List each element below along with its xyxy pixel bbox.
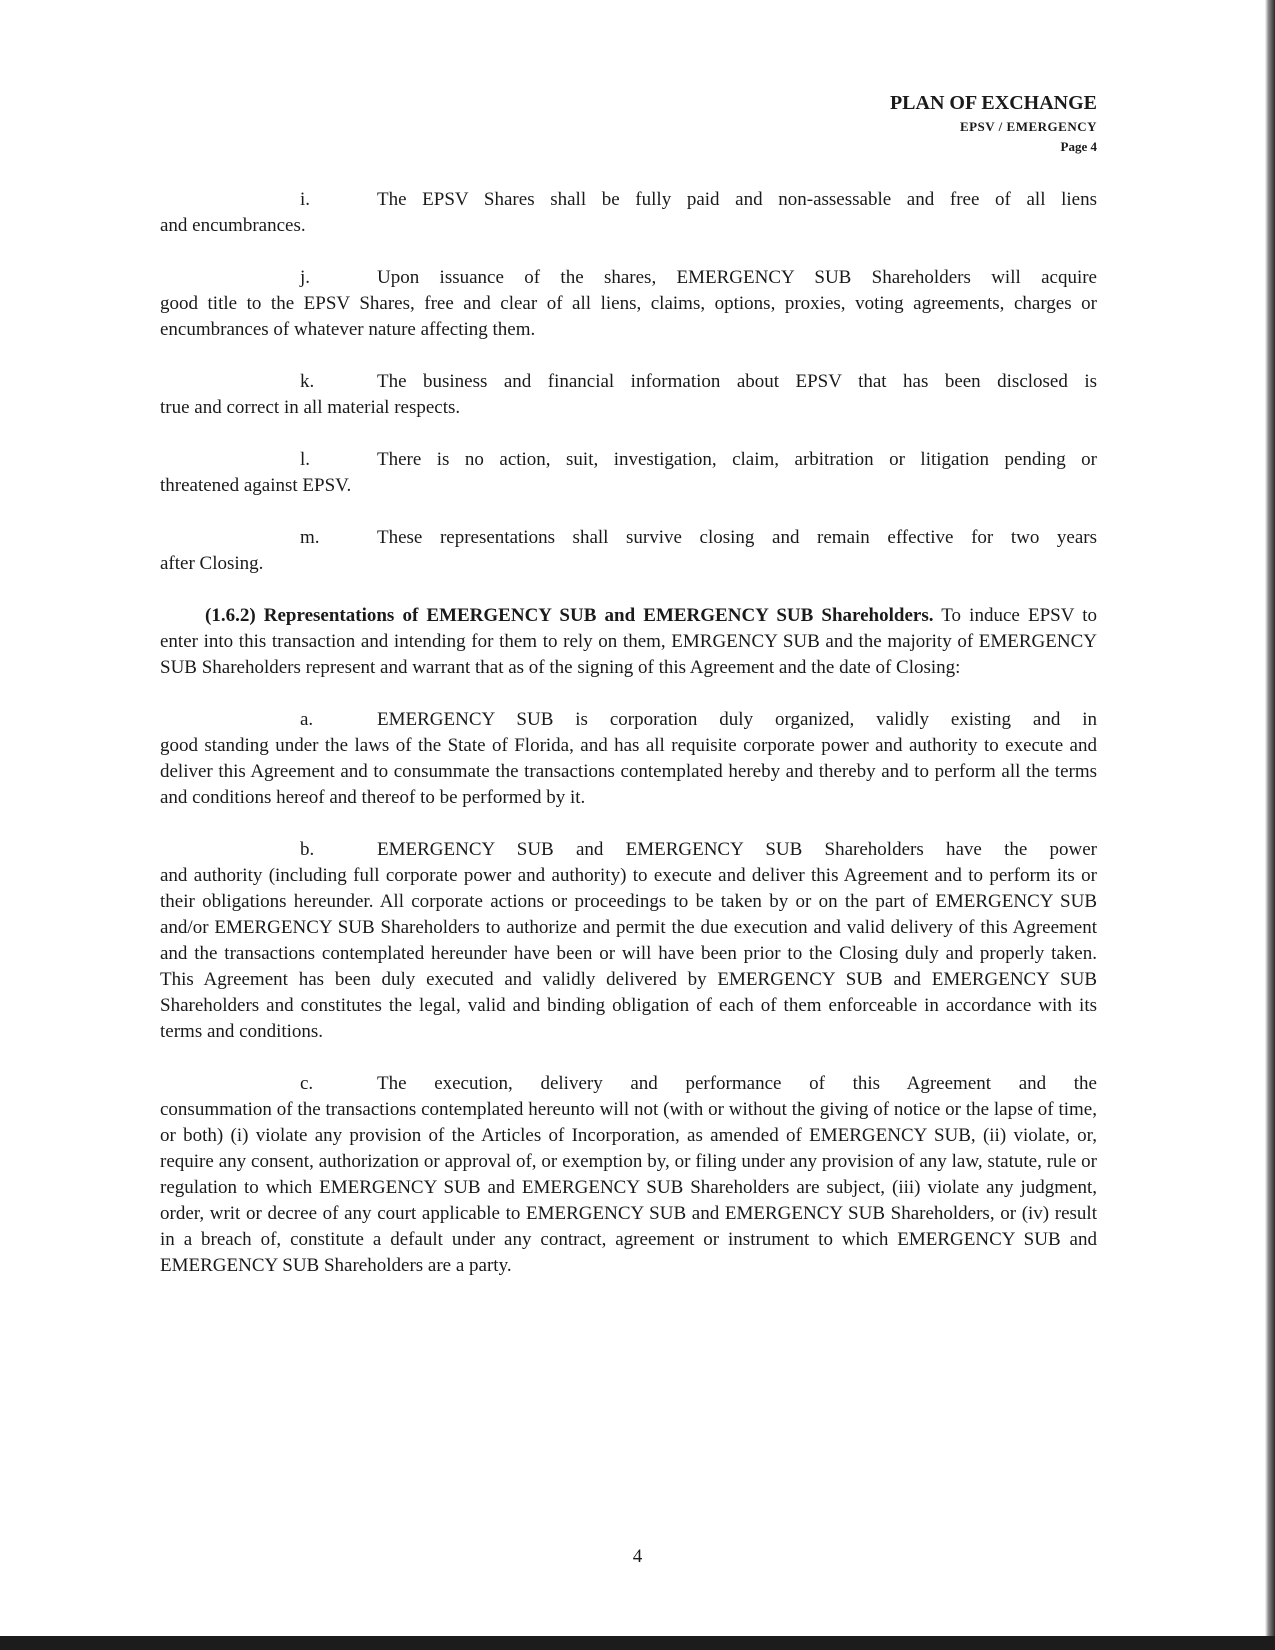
paragraph-text: and encumbrances. bbox=[160, 215, 306, 236]
item-label: k. bbox=[300, 371, 315, 392]
item-label: m. bbox=[300, 527, 320, 548]
paragraph-text: after Closing. bbox=[160, 553, 264, 574]
paragraph-i bbox=[160, 187, 1097, 239]
paragraph-text: threatened against EPSV. bbox=[160, 475, 352, 496]
paragraph-l bbox=[160, 447, 1097, 499]
section-heading: (1.6.2) Representations of EMERGENCY SUB and EMERGENCY SUB Shareholders. bbox=[205, 605, 934, 626]
item-label: a. bbox=[300, 709, 314, 730]
section-intro: To induce EPSV to enter into this transaction and intending for them to rely on them, EMRGENCY SUB and the majority of EMERGENCY SUB Shareholders represent and warrant that as of the signing of this Agreement and the date of Closing: bbox=[160, 605, 1097, 678]
document-title: PLAN OF EXCHANGE bbox=[889, 92, 1097, 114]
paragraph-b bbox=[160, 837, 1097, 1045]
item-label: i. bbox=[300, 189, 311, 210]
document-body bbox=[160, 187, 1097, 1305]
paragraph-text: true and correct in all material respects. bbox=[160, 397, 461, 418]
paragraph-a bbox=[160, 707, 1097, 811]
paragraph-first-line: These representations shall survive closing and remain effective for two years bbox=[377, 527, 1097, 548]
scan-edge-bottom bbox=[0, 1636, 1275, 1650]
page-label: Page 4 bbox=[1060, 139, 1097, 154]
paragraph-first-line: Upon issuance of the shares, EMERGENCY SUB Shareholders will acquire bbox=[377, 267, 1097, 288]
scan-edge-right bbox=[1265, 0, 1275, 1650]
paragraph-c bbox=[160, 1071, 1097, 1279]
item-label: b. bbox=[300, 839, 315, 860]
paragraph-first-line: The execution, delivery and performance of this Agreement and the bbox=[377, 1073, 1097, 1094]
paragraph-first-line: EMERGENCY SUB and EMERGENCY SUB Shareholders have the power bbox=[377, 839, 1097, 860]
paragraph-k bbox=[160, 369, 1097, 421]
item-label: c. bbox=[300, 1073, 314, 1094]
item-label: j. bbox=[300, 267, 311, 288]
paragraph-first-line: The EPSV Shares shall be fully paid and non-assessable and free of all liens bbox=[377, 189, 1097, 210]
document-header bbox=[890, 90, 1097, 156]
paragraph-text: good title to the EPSV Shares, free and clear of all liens, claims, options, proxies, voting agreements, charges or encumbrances of whatever nature affecting them. bbox=[160, 293, 1097, 340]
page-number: 4 bbox=[632, 1546, 643, 1567]
paragraph-first-line: There is no action, suit, investigation, claim, arbitration or litigation pending or bbox=[377, 449, 1097, 470]
paragraph-text: good standing under the laws of the State of Florida, and has all requisite corporate power and authority to execute and deliver this Agreement and to consummate the transactions contemplated hereby and thereby and to perform all the terms and conditions hereof and thereof to be performed by it. bbox=[160, 735, 1097, 808]
document-subtitle: EPSV / EMERGENCY bbox=[959, 119, 1097, 134]
paragraph-m bbox=[160, 525, 1097, 577]
paragraph-first-line: EMERGENCY SUB is corporation duly organized, validly existing and in bbox=[377, 709, 1097, 730]
paragraph-text: and authority (including full corporate power and authority) to execute and deliver this Agreement and to perform its or their obligations hereunder. All corporate actions or proceedings to be taken by or on the part of EMERGENCY SUB and/or EMERGENCY SUB Shareholders to authorize and permit the due execution and valid delivery of this Agreement and the transactions contemplated hereunder have been or will have been prior to the Closing duly and properly taken. This Agreement has been duly executed and validly delivered by EMERGENCY SUB and EMERGENCY SUB Shareholders and constitutes the legal, valid and binding obligation of each of them enforceable in accordance with its terms and conditions. bbox=[160, 865, 1097, 1042]
item-label: l. bbox=[300, 449, 311, 470]
paragraph-first-line: The business and financial information about EPSV that has been disclosed is bbox=[377, 371, 1097, 392]
paragraph-j bbox=[160, 265, 1097, 343]
section-1-6-2 bbox=[160, 603, 1097, 681]
paragraph-text: consummation of the transactions contemplated hereunto will not (with or without the giving of notice or the lapse of time, or both) (i) violate any provision of the Articles of Incorporation, as amended of EMERGENCY SUB, (ii) violate, or, require any consent, authorization or approval of, or exemption by, or filing under any provision of any law, statute, rule or regulation to which EMERGENCY SUB and EMERGENCY SUB Shareholders are subject, (iii) violate any judgment, order, writ or decree of any court applicable to EMERGENCY SUB and EMERGENCY SUB Shareholders, or (iv) result in a breach of, constitute a default under any contract, agreement or instrument to which EMERGENCY SUB and EMERGENCY SUB Shareholders are a party. bbox=[160, 1099, 1097, 1276]
